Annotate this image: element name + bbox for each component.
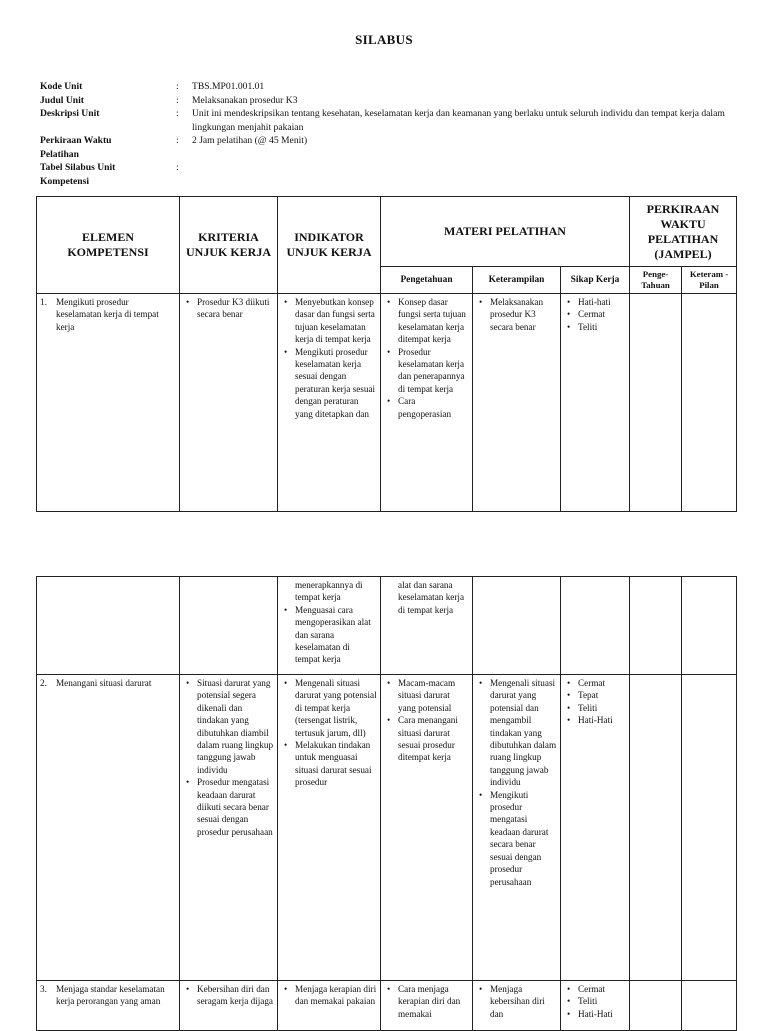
meta-label: Kode Unit: [40, 81, 83, 92]
meta-value: 2 Jam pelatihan (@ 45 Menit): [192, 135, 308, 146]
meta-colon: :: [176, 135, 179, 146]
table-row: [37, 294, 737, 512]
cell-pengetahuan: [381, 577, 473, 675]
cell-sikap: [561, 675, 630, 981]
meta-label: Perkiraan Waktu Pelatihan: [40, 135, 112, 160]
cell-elemen: [37, 577, 180, 675]
list-item: • Cara pengoperasian: [398, 395, 469, 420]
list-item: • Cermat: [578, 308, 626, 320]
list-item: • Teliti: [578, 702, 626, 714]
header-indikator-unjuk-kerja: INDIKATOR UNJUK KERJA: [278, 197, 381, 294]
unit-metadata: [40, 80, 740, 188]
cell-sikap: [561, 294, 630, 512]
cell-jampel-pengetahuan: [630, 675, 682, 981]
meta-value: Unit ini mendeskripsikan tentang kesehatan, keselamatan kerja dan keamanan yang berlaku untuk seluruh individu dan tempat kerja dalam lingkungan menjahit pakaian: [192, 108, 725, 133]
cell-elemen: [37, 294, 180, 512]
list-item: • Menyebutkan konsep dasar dan fungsi serta tujuan keselamatan kerja di tempat kerja: [295, 296, 377, 346]
list-item: • Teliti: [578, 321, 626, 333]
list-item: • Mengikuti prosedur mengatasi keadaan darurat secara benar sesuai dengan prosedur perusahaan: [490, 789, 557, 888]
meta-colon: :: [176, 81, 179, 92]
table-row: [37, 577, 737, 675]
meta-row-perkiraan-waktu: [40, 134, 740, 161]
cell-kriteria: [180, 981, 278, 1031]
cell-jampel-keterampilan: [682, 294, 737, 512]
header-keterampilan: Keterampilan: [473, 267, 561, 294]
cell-jampel-keterampilan: [682, 981, 737, 1031]
table-row: [37, 675, 737, 981]
meta-colon: :: [176, 162, 179, 173]
list-item: • Mengikuti prosedur keselamatan kerja sesuai dengan peraturan kerja sesuai dengan peraturan yang ditetapkan dan: [295, 346, 377, 420]
cell-kriteria: [180, 294, 278, 512]
list-item: • Hati-Hati: [578, 1008, 626, 1020]
meta-label: Judul Unit: [40, 94, 84, 106]
meta-colon: :: [176, 94, 179, 106]
list-item: • Menjaga kerapian diri dan memakai pakaian: [295, 983, 377, 1008]
cell-elemen: [37, 981, 180, 1031]
list-item: • Prosedur keselamatan kerja dan penerapannya di tempat kerja: [398, 346, 469, 396]
meta-value: Melaksanakan prosedur K3: [192, 94, 298, 106]
cell-jampel-pengetahuan: [630, 577, 682, 675]
list-item: • Cara menjaga kerapian diri dan memakai: [398, 983, 469, 1020]
meta-value: [192, 161, 740, 188]
cell-indikator: [278, 577, 381, 675]
cell-indikator: [278, 675, 381, 981]
list-item: • Mengenali situasi darurat yang potensial di tempat kerja (tersengat listrik, tertusuk jarum, dll): [295, 677, 377, 739]
list-item: • Melakukan tindakan untuk menguasai situasi darurat sesuai prosedur: [295, 739, 377, 789]
header-kriteria-unjuk-kerja: KRITERIA UNJUK KERJA: [180, 197, 278, 294]
elemen-text: Mengikuti prosedur keselamatan kerja di tempat kerja: [56, 297, 159, 332]
list-item: • Menjaga kebersihan diri dan: [490, 983, 557, 1020]
elemen-text: Menangani situasi darurat: [56, 678, 152, 688]
cell-keterampilan: [473, 981, 561, 1031]
list-item: • Cara menangani situasi darurat sesuai prosedur ditempat kerja: [398, 714, 469, 764]
meta-row-judul-unit: [40, 94, 740, 108]
meta-row-kode-unit: [40, 80, 740, 94]
cell-pengetahuan: [381, 675, 473, 981]
cell-sikap: [561, 981, 630, 1031]
meta-row-tabel-silabus: [40, 161, 740, 188]
list-item: • Teliti: [578, 995, 626, 1007]
meta-colon: :: [176, 108, 179, 119]
header-perkiraan-waktu: PERKIRAAN WAKTU PELATIHAN (JAMPEL): [630, 197, 737, 267]
cell-keterampilan: [473, 675, 561, 981]
list-item: • Tepat: [578, 689, 626, 701]
cell-kriteria: [180, 577, 278, 675]
list-item: • Mengenali situasi darurat yang potensial dan mengambil tindakan yang dibutuhkan dalam ruang lingkup tanggung jawab individu: [490, 677, 557, 789]
cell-keterampilan: [473, 577, 561, 675]
table-row: [37, 981, 737, 1031]
header-keteram-pilan: Keteram -Pilan: [682, 267, 737, 294]
continued-text: alat dan sarana keselamatan kerja di tempat kerja: [398, 580, 465, 615]
syllabus-table-continued: [36, 576, 737, 1031]
header-elemen-kompetensi: ELEMEN KOMPETENSI: [37, 197, 180, 294]
cell-pengetahuan: [381, 294, 473, 512]
header-pengetahuan: Pengetahuan: [381, 267, 473, 294]
meta-row-deskripsi-unit: [40, 107, 740, 134]
list-item: • Prosedur K3 diikuti secara benar: [197, 296, 274, 321]
cell-jampel-keterampilan: [682, 675, 737, 981]
list-item: • Menguasai cara mengoperasikan alat dan sarana keselamatan di tempat kerja: [295, 604, 377, 666]
row-number: 3.: [40, 984, 47, 994]
list-item: • Cermat: [578, 983, 626, 995]
cell-keterampilan: [473, 294, 561, 512]
cell-jampel-pengetahuan: [630, 294, 682, 512]
cell-elemen: [37, 675, 180, 981]
list-item: • Kebersihan diri dan seragam kerja dijaga: [197, 983, 274, 1008]
cell-indikator: [278, 981, 381, 1031]
header-sikap-kerja: Sikap Kerja: [561, 267, 630, 294]
document-title: SILABUS: [355, 32, 413, 47]
cell-pengetahuan: [381, 981, 473, 1031]
list-item: • Cermat: [578, 677, 626, 689]
continued-text: menerapkannya di tempat kerja: [295, 580, 363, 603]
list-item: • Melaksanakan prosedur K3 secara benar: [490, 296, 557, 333]
cell-jampel-keterampilan: [682, 577, 737, 675]
meta-value: TBS.MP01.001.01: [192, 81, 265, 92]
syllabus-table: [36, 196, 737, 512]
cell-indikator: [278, 294, 381, 512]
row-number: 2.: [40, 678, 47, 688]
list-item: • Hati-Hati: [578, 714, 626, 726]
list-item: • Hati-hati: [578, 296, 626, 308]
cell-sikap: [561, 577, 630, 675]
meta-label: Deskripsi Unit: [40, 108, 100, 119]
list-item: • Konsep dasar fungsi serta tujuan keselamatan kerja ditempat kerja: [398, 296, 469, 346]
header-materi-pelatihan: MATERI PELATIHAN: [381, 197, 630, 267]
list-item: • Situasi darurat yang potensial segera dikenali dan tindakan yang dibutuhkan diambil dalam ruang lingkup tanggung jawab individu: [197, 677, 274, 776]
cell-jampel-pengetahuan: [630, 981, 682, 1031]
meta-label: Tabel Silabus Unit Kompetensi: [40, 162, 116, 187]
list-item: • Macam-macam situasi darurat yang potensial: [398, 677, 469, 714]
header-penge-tahuan: Penge-Tahuan: [630, 267, 682, 294]
elemen-text: Menjaga standar keselamatan kerja perorangan yang aman: [56, 984, 165, 1007]
row-number: 1.: [40, 297, 47, 307]
cell-kriteria: [180, 675, 278, 981]
list-item: • Prosedur mengatasi keadaan darurat diikuti secara benar sesuai dengan prosedur perusahaan: [197, 776, 274, 838]
